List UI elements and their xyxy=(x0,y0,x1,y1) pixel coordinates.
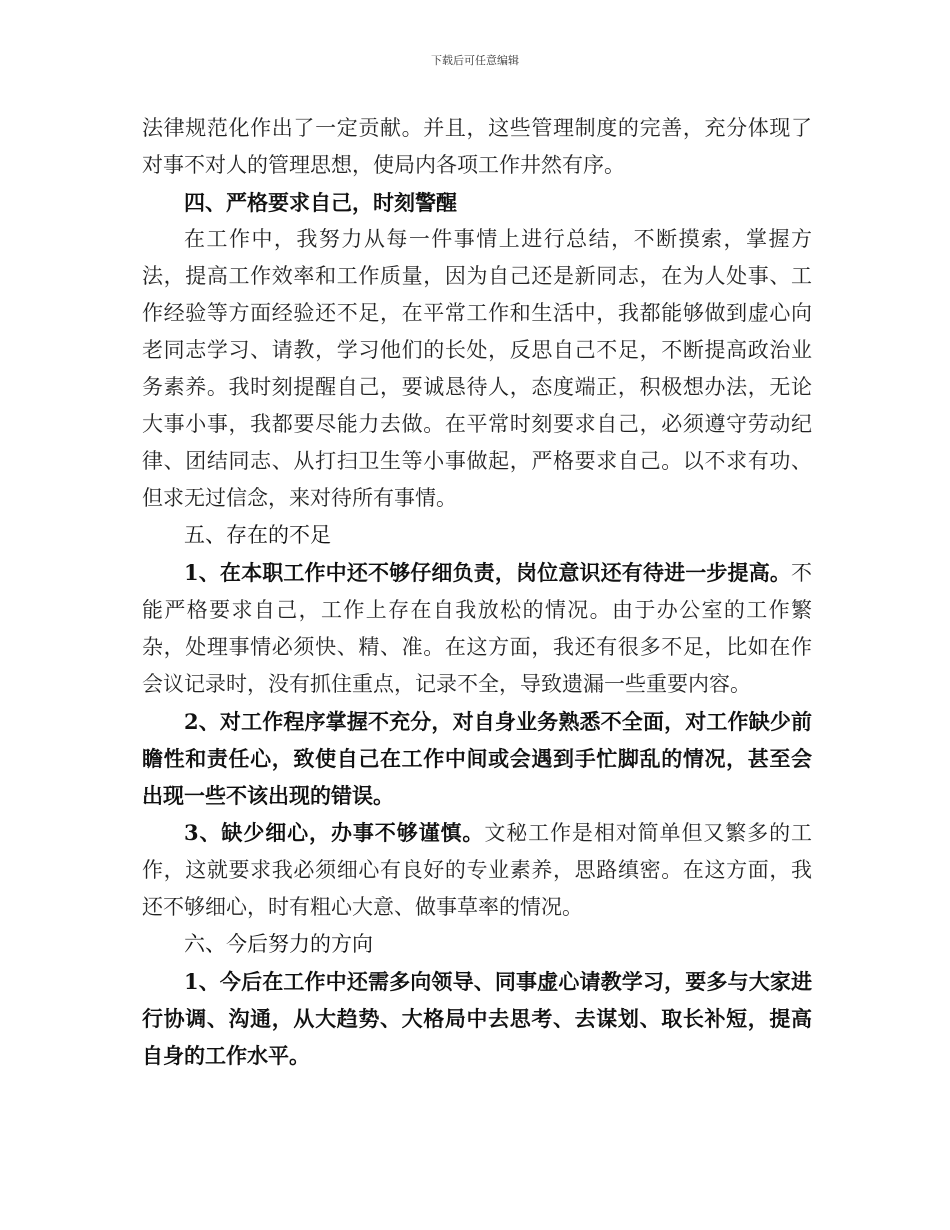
paragraph-self-requirement: 在工作中，我努力从每一件事情上进行总结，不断摸索，掌握方法，提高工作效率和工作质量，因为自己还是新同志，在为人处事、工作经验等方面经验还不足，在平常工作和生活中，我都能够做到虚心向老同志学习、请教，学习他们的长处，反思自己不足，不断提高政治业务素养。我时刻提醒自己，要诚恳待人，态度端正，积极想办法，无论大事小事，我都要尽能力去做。在平常时刻要求自己，必须遵守劳动纪律、团结同志、从打扫卫生等小事做起，严格要求自己。以不求有功、但求无过信念，来对待所有事情。 xyxy=(142,227,812,510)
paragraph-future-direction-1: 1、今后在工作中还需多向领导、同事虚心请教学习，要多与大家进行协调、沟通，从大趋势、大格局中去思考、去谋划、取长补短，提高自身的工作水平。 xyxy=(142,969,812,1068)
paragraph-shortcoming-3 xyxy=(142,814,812,926)
section-heading-6: 六、今后努力的方向 xyxy=(184,932,373,956)
shortcoming-1-lead: 1、在本职工作中还不够仔细负责，岗位意识还有待进一步提高。 xyxy=(184,560,791,585)
paragraph-shortcoming-2: 2、对工作程序掌握不充分，对自身业务熟悉不全面，对工作缺少前瞻性和责任心，致使自己在工作中间或会遇到手忙脚乱的情况，甚至会出现一些不该出现的错误。 xyxy=(142,709,812,808)
page-header: 下载后可任意编辑 xyxy=(431,54,519,67)
shortcoming-3-lead: 3、缺少细心，办事不够谨慎。 xyxy=(184,820,485,845)
paragraph-shortcoming-1 xyxy=(142,554,812,703)
shortcoming-1-text: 不能严格要求自己，工作上存在自我放松的情况。由于办公室的工作繁杂，处理事情必须快、精、准。在这方面，我还有很多不足，比如在作会议记录时，没有抓住重点，记录不全，导致遗漏一些重要内容。 xyxy=(142,561,812,696)
document-body xyxy=(142,110,812,1074)
paragraph-continuation: 法律规范化作出了一定贡献。并且，这些管理制度的完善，充分体现了对事不对人的管理思想，使局内各项工作井然有序。 xyxy=(142,116,812,177)
shortcoming-3-text: 文秘工作是相对简单但又繁多的工作，这就要求我必须细心有良好的专业素养，思路缜密。在这方面，我还不够细心，时有粗心大意、做事草率的情况。 xyxy=(142,821,812,919)
section-heading-4: 四、严格要求自己，时刻警醒 xyxy=(184,190,457,215)
section-heading-5: 五、存在的不足 xyxy=(184,523,331,547)
